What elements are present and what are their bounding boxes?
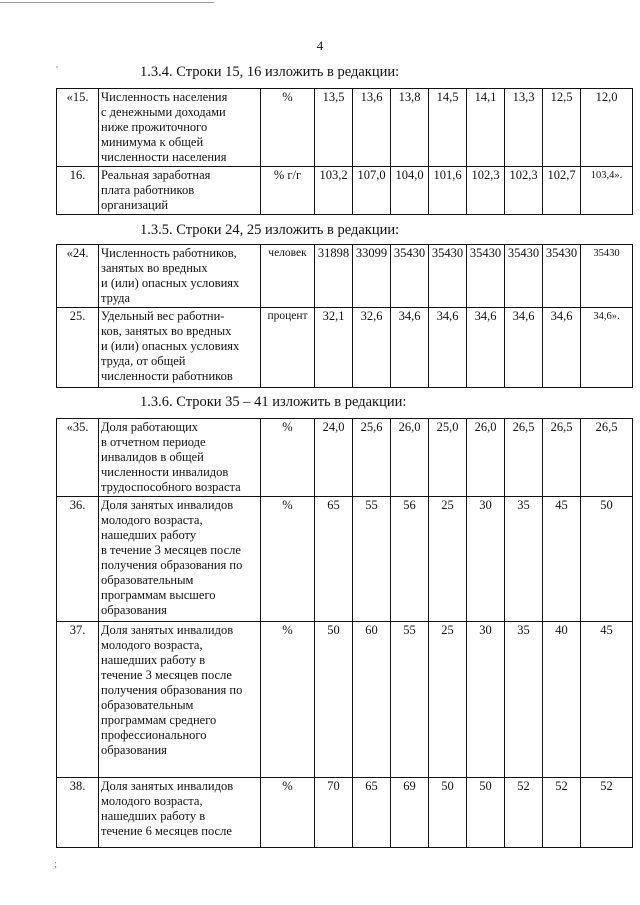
value-text: 45 (600, 623, 613, 637)
indicator-name-line: в течение 3 месяцев после (101, 543, 241, 557)
indicator-name-line: организаций (101, 198, 169, 212)
value-text: 103,4». (590, 170, 623, 181)
value-text: 40 (555, 623, 568, 637)
indicator-name-line: Удельный вес работни- (101, 309, 225, 323)
value-text: 31898 (317, 246, 350, 260)
indicator-name-line: ков, занятых во вредных (101, 324, 232, 338)
table-rows-35-41 (56, 418, 633, 848)
value-text: 13,8 (398, 90, 421, 104)
indicator-name-line: образования (101, 743, 167, 757)
value-cell (353, 778, 391, 848)
row-number: 37. (57, 622, 99, 778)
value-cell (353, 419, 391, 497)
unit-cell: % (261, 89, 315, 167)
value-text: 65 (365, 779, 378, 793)
row-number: «24. (57, 245, 99, 308)
value-cell (505, 419, 543, 497)
unit-cell: % г/г (261, 167, 315, 215)
value-cell (581, 419, 633, 497)
value-text: 25,0 (436, 420, 459, 434)
indicator-name-line: образовательным (101, 698, 194, 712)
value-text: 24,0 (322, 420, 345, 434)
value-text: 34,6 (550, 309, 573, 323)
value-text: 13,5 (322, 90, 345, 104)
value-text: 35 (517, 623, 530, 637)
value-text: 33099 (355, 246, 388, 260)
value-cell (429, 778, 467, 848)
value-cell (543, 245, 581, 308)
value-cell (543, 419, 581, 497)
value-cell (581, 778, 633, 848)
value-cell (429, 622, 467, 778)
table-row (57, 308, 633, 388)
indicator-name-line: молодого возраста, (101, 513, 203, 527)
table-row (57, 89, 633, 167)
indicator-name-line: Реальная заработная (101, 168, 211, 182)
indicator-name-line: образовательным (101, 573, 194, 587)
value-cell (315, 89, 353, 167)
row-number: 36. (57, 497, 99, 622)
value-text: 45 (555, 498, 568, 512)
value-text: 50 (327, 623, 340, 637)
value-text: 13,3 (512, 90, 535, 104)
value-cell (543, 778, 581, 848)
value-cell (467, 245, 505, 308)
value-text: 50 (600, 498, 613, 512)
value-cell (353, 622, 391, 778)
value-cell (429, 497, 467, 622)
value-cell (467, 167, 505, 215)
table-row (57, 245, 633, 308)
value-cell (467, 497, 505, 622)
value-text: 26,5 (595, 420, 618, 434)
indicator-name-line: с денежными доходами (101, 105, 226, 119)
value-text: 34,6 (474, 309, 497, 323)
value-text: 70 (327, 779, 340, 793)
value-cell (505, 497, 543, 622)
value-text: 26,5 (550, 420, 573, 434)
indicator-name-line: Доля занятых инвалидов (101, 623, 234, 637)
margin-mark: ; (54, 858, 58, 870)
value-text: 32,6 (360, 309, 383, 323)
value-cell (353, 497, 391, 622)
value-cell (467, 622, 505, 778)
value-cell (581, 308, 633, 388)
value-text: 12,5 (550, 90, 573, 104)
value-cell (315, 245, 353, 308)
value-text: 34,6». (593, 311, 620, 322)
value-cell (505, 778, 543, 848)
indicator-name (99, 308, 261, 388)
indicator-name-line: получения образования по (101, 683, 243, 697)
value-cell (391, 89, 429, 167)
row-number: 16. (57, 167, 99, 215)
section-heading-1: 1.3.4. Строки 15, 16 изложить в редакции: (140, 64, 400, 80)
value-text: 101,6 (433, 168, 462, 182)
value-cell (581, 167, 633, 215)
value-cell (315, 778, 353, 848)
value-cell (581, 622, 633, 778)
indicator-name-line: Численность населения (101, 90, 228, 104)
value-text: 30 (479, 498, 492, 512)
value-text: 25 (441, 623, 454, 637)
indicator-name-line: и (или) опасных условиях (101, 339, 240, 353)
table-row (57, 167, 633, 215)
value-text: 25 (441, 498, 454, 512)
value-text: 35430 (593, 248, 620, 259)
indicator-name-line: трудоспособного возраста (101, 480, 241, 494)
row-number: «15. (57, 89, 99, 167)
value-cell (505, 622, 543, 778)
value-cell (467, 419, 505, 497)
indicator-name-line: численности инвалидов (101, 465, 229, 479)
value-cell (391, 778, 429, 848)
value-cell (353, 245, 391, 308)
indicator-name-line: ниже прожиточного (101, 120, 208, 134)
value-cell (543, 89, 581, 167)
indicator-name-line: нашедших работу в (101, 653, 206, 667)
value-text: 55 (365, 498, 378, 512)
unit-cell: человек (261, 245, 315, 308)
margin-mark: ' (56, 64, 58, 76)
indicator-name-line: нашедших работу в (101, 809, 206, 823)
value-text: 26,5 (512, 420, 535, 434)
value-text: 52 (555, 779, 568, 793)
indicator-name-line: молодого возраста, (101, 794, 203, 808)
value-text: 107,0 (357, 168, 386, 182)
indicator-name-line: численности работников (101, 369, 233, 383)
value-text: 26,0 (474, 420, 497, 434)
indicator-name (99, 419, 261, 497)
indicator-name (99, 778, 261, 848)
indicator-name-line: программам высшего (101, 588, 216, 602)
value-cell (581, 245, 633, 308)
row-number: 38. (57, 778, 99, 848)
value-text: 26,0 (398, 420, 421, 434)
row-number: «35. (57, 419, 99, 497)
unit-cell: процент (261, 308, 315, 388)
section-heading-3: 1.3.6. Строки 35 – 41 изложить в редакции: (140, 394, 407, 410)
value-cell (467, 89, 505, 167)
value-cell (391, 245, 429, 308)
value-text: 14,1 (474, 90, 497, 104)
value-cell (353, 167, 391, 215)
value-text: 55 (403, 623, 416, 637)
value-text: 69 (403, 779, 416, 793)
unit-cell: % (261, 497, 315, 622)
value-text: 35430 (393, 246, 426, 260)
value-text: 35430 (545, 246, 578, 260)
value-text: 34,6 (436, 309, 459, 323)
indicator-name-line: образования (101, 603, 167, 617)
row-number: 25. (57, 308, 99, 388)
indicator-name (99, 167, 261, 215)
value-cell (581, 89, 633, 167)
value-cell (505, 89, 543, 167)
value-text: 30 (479, 623, 492, 637)
value-cell (353, 89, 391, 167)
indicator-name-line: молодого возраста, (101, 638, 203, 652)
value-text: 104,0 (395, 168, 424, 182)
value-cell (391, 167, 429, 215)
value-text: 102,3 (471, 168, 500, 182)
value-cell (467, 308, 505, 388)
indicator-name-line: программам среднего (101, 713, 217, 727)
indicator-name-line: Доля занятых инвалидов (101, 498, 234, 512)
value-cell (581, 497, 633, 622)
indicator-name-line: инвалидов в общей (101, 450, 204, 464)
indicator-name-line: минимума к общей (101, 135, 204, 149)
value-text: 35430 (507, 246, 540, 260)
value-cell (315, 497, 353, 622)
indicator-name-line: нашедших работу (101, 528, 197, 542)
indicator-name-line: течение 3 месяцев после (101, 668, 232, 682)
value-cell (391, 419, 429, 497)
value-cell (543, 622, 581, 778)
value-text: 13,6 (360, 90, 383, 104)
indicator-name (99, 245, 261, 308)
indicator-name (99, 497, 261, 622)
value-cell (429, 419, 467, 497)
value-text: 35430 (469, 246, 502, 260)
value-text: 56 (403, 498, 416, 512)
value-cell (315, 419, 353, 497)
page-number: 4 (316, 38, 324, 53)
indicator-name-line: в отчетном периоде (101, 435, 206, 449)
table-row (57, 622, 633, 778)
value-text: 12,0 (595, 90, 618, 104)
unit-cell: % (261, 419, 315, 497)
value-cell (391, 308, 429, 388)
table-rows-15-16 (56, 88, 633, 215)
unit-cell: % (261, 778, 315, 848)
indicator-name-line: получения образования по (101, 558, 243, 572)
value-cell (315, 167, 353, 215)
value-cell (429, 308, 467, 388)
value-text: 52 (517, 779, 530, 793)
value-cell (505, 245, 543, 308)
value-text: 32,1 (322, 309, 345, 323)
indicator-name (99, 622, 261, 778)
indicator-name-line: Доля занятых инвалидов (101, 779, 234, 793)
value-text: 25,6 (360, 420, 383, 434)
indicator-name-line: занятых во вредных (101, 261, 208, 275)
value-cell (315, 622, 353, 778)
value-text: 35430 (431, 246, 464, 260)
value-cell (315, 308, 353, 388)
indicator-name-line: труда, от общей (101, 354, 186, 368)
indicator-name-line: труда (101, 291, 131, 305)
value-text: 50 (479, 779, 492, 793)
value-cell (543, 308, 581, 388)
value-text: 60 (365, 623, 378, 637)
value-cell (505, 308, 543, 388)
indicator-name-line: численности населения (101, 150, 227, 164)
value-cell (429, 245, 467, 308)
value-cell (391, 622, 429, 778)
indicator-name-line: Численность работников, (101, 246, 237, 260)
table-rows-24-25 (56, 244, 633, 388)
value-text: 65 (327, 498, 340, 512)
value-cell (467, 778, 505, 848)
indicator-name (99, 89, 261, 167)
value-text: 35 (517, 498, 530, 512)
value-cell (391, 497, 429, 622)
value-cell (429, 89, 467, 167)
value-text: 102,7 (547, 168, 576, 182)
section-heading-2: 1.3.5. Строки 24, 25 изложить в редакции: (140, 222, 400, 238)
value-cell (429, 167, 467, 215)
indicator-name-line: Доля работающих (101, 420, 199, 434)
unit-cell: % (261, 622, 315, 778)
table-row (57, 778, 633, 848)
value-text: 52 (600, 779, 613, 793)
indicator-name-line: профессионального (101, 728, 207, 742)
value-text: 14,5 (436, 90, 459, 104)
value-text: 50 (441, 779, 454, 793)
indicator-name-line: плата работников (101, 183, 195, 197)
indicator-name-line: течение 6 месяцев после (101, 824, 232, 838)
value-text: 34,6 (512, 309, 535, 323)
value-text: 34,6 (398, 309, 421, 323)
indicator-name-line: и (или) опасных условиях (101, 276, 240, 290)
value-cell (543, 167, 581, 215)
value-text: 103,2 (319, 168, 348, 182)
value-cell (353, 308, 391, 388)
value-text: 102,3 (509, 168, 538, 182)
table-row (57, 497, 633, 622)
value-cell (505, 167, 543, 215)
top-rule (0, 2, 214, 3)
value-cell (543, 497, 581, 622)
table-row (57, 419, 633, 497)
